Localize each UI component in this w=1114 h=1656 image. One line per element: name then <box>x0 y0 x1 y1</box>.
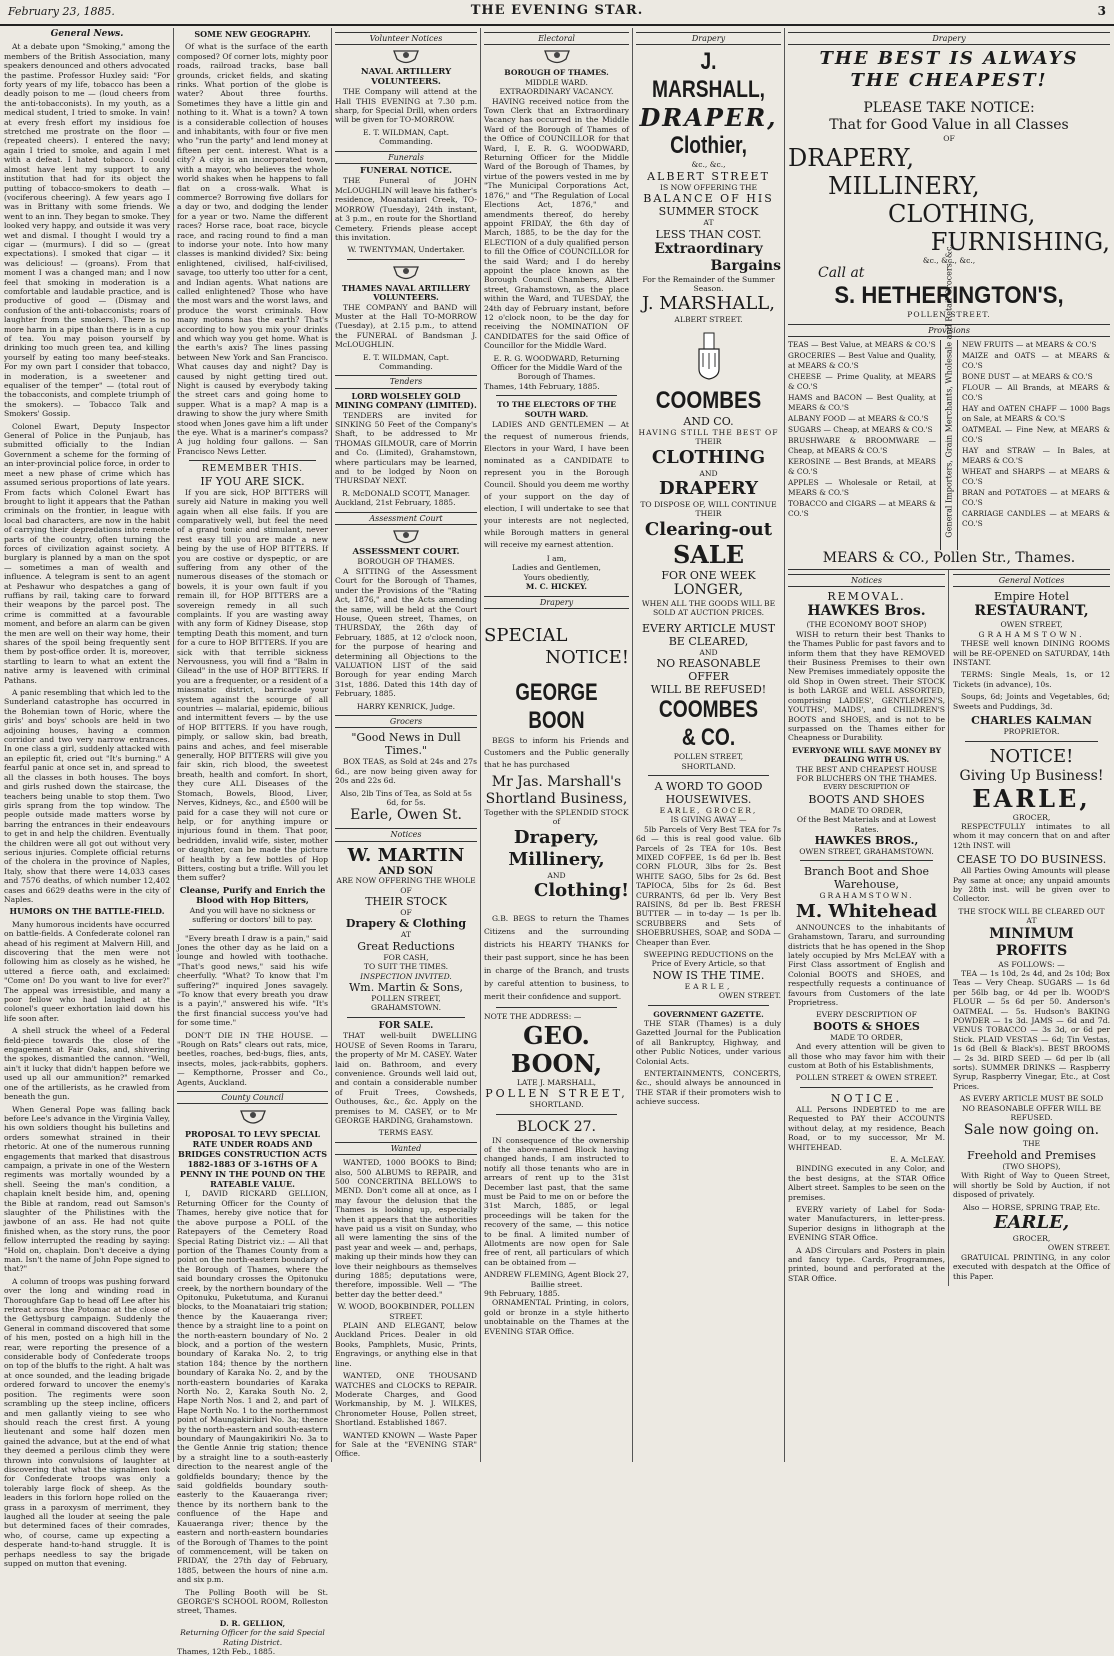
section-bar: Volunteer Notices <box>335 32 477 45</box>
notice-heading: FOR SALE. <box>378 1020 434 1031</box>
ad-line: Giving Up Business! <box>959 767 1104 784</box>
vertical-banner-text: General Importers, Grain Merchants, Wholesale and Retail Grocers, &c. <box>944 244 954 538</box>
notice-closing: Ladies and Gentlemen, <box>512 563 601 573</box>
notice-paragraph: THE STAR (Thames) is a duly Gazetted Journal for the Publication of all Bankruptcy, Highway, and other Public Notices, under various Colonial Acts. <box>636 1019 781 1066</box>
article-paragraph: A shell struck the wheel of a Federal field-piece towards the close of the engagement at Fair Oaks, and, shivering the spokes, dismantled the cannon. "Well, ain't it lucky that didn't happen before we used up all our ammunition?" remarked one of the artillerists, as he crawled from beneath the gun. <box>4 1026 170 1102</box>
ad-line: PROPRIETOR. <box>1003 727 1060 737</box>
notice-signature: E. T. WILDMAN, Capt. Commanding. <box>363 352 449 371</box>
ad-line: DRAPERY, <box>788 143 915 172</box>
ad-headline: W. MARTIN <box>347 844 465 866</box>
provision-item: SUGARS — Cheap, at MEARS & CO.'S <box>788 425 933 435</box>
coat-of-arms-icon <box>391 528 421 546</box>
ad-line: LONGER, <box>673 581 744 598</box>
ad-line: THE STOCK WILL BE CLEARED OUT AT <box>958 906 1105 926</box>
notice-paragraph: PLAIN AND ELEGANT, below Auckland Prices. Dealer in old Books, Pamphlets, Music, Prints, Engravings, or anything else in that line. <box>335 1321 477 1368</box>
notice-paragraph: WANTED KNOWN — Waste Paper for Sale at the "EVENING STAR" Office. <box>335 1430 477 1459</box>
section-bar: General Notices <box>953 574 1110 587</box>
ad-line: &c., &c., &c., <box>922 255 976 265</box>
ad-line: Great Reductions <box>357 939 455 953</box>
divider <box>496 395 617 396</box>
ad-line: CLOTHING <box>651 446 766 468</box>
ad-line: POLLEN STREET. <box>907 310 991 320</box>
ad-line: TO SUIT THE TIMES. <box>363 962 449 972</box>
issue-date: February 23, 1885. <box>8 5 115 18</box>
ad-heading: REMEMBER THIS. <box>201 464 304 475</box>
column-drapery-provisions <box>788 28 1110 1462</box>
notice-paragraph: LADIES AND GENTLEMEN — At the request of numerous friends, Electors in your Ward, I have been nominated as a CANDIDATE to represent you in the Borough Council. Should you deem me worthy of your support on the day of election, I will undertake to see that your interests are not neglected, while Borough matters in general will receive my earnest attention. <box>484 420 629 550</box>
provision-item: TOBACCO and CIGARS — at MEARS & CO.'S <box>788 499 936 519</box>
ad-line: For the Remainder of the Summer Season. <box>642 274 775 294</box>
ad-line: FURNISHING, <box>930 227 1110 256</box>
ad-line: SHORTLAND. <box>529 1100 584 1110</box>
provision-item: CARRIAGE CANDLES — at MEARS & CO.'S <box>962 509 1110 529</box>
provision-item: MAIZE and OATS — at MEARS & CO.'S <box>962 351 1110 371</box>
ad-line: (THE ECONOMY BOOT SHOP) <box>806 620 927 630</box>
notice-paragraph: IN consequence of the ownership of the above-named Block having changed hands, I am instructed to notify all those tenants who are in arrears of rent up to the 31st December last past, that the same must be Paid to me on or before the 31st March, 1885, or legal proceedings will be taken for the recovery of the same, — this notice to be final. A limited number of Allotments are now open for Sale free of rent, all particulars of which can be obtained from — <box>484 1135 629 1267</box>
ad-line: GRAHAMSTOWN. <box>370 1003 442 1013</box>
ad-line: Bargains <box>710 257 781 274</box>
article-heading: SOME NEW GEOGRAPHY. <box>194 29 311 39</box>
ad-line: ALBERT STREET <box>647 169 770 183</box>
notice-heading: NOTICE. <box>830 1091 903 1105</box>
notice-paragraph: THE Company will attend at the Hall THIS EVENING at 7.30 p.m. sharp, for Special Drill, when orders will be given for TO-MORROW. <box>335 87 477 125</box>
notice-date: Thames, 12th Feb., 1885. <box>177 1646 276 1656</box>
ad-line: BOOTS AND SHOES <box>808 792 925 806</box>
vertical-banner <box>940 244 958 550</box>
ad-line: Wm. Martin & Sons, <box>348 981 463 995</box>
ad-line: IS NOW OFFERING THE <box>659 182 758 192</box>
ad-paragraph: All Parties Owing Amounts will please Pay same at once; any unpaid amounts by 28th inst. will be given over to Collector. <box>953 866 1110 904</box>
ad-line: ARE NOW OFFERING THE WHOLE OF <box>336 876 476 895</box>
ad-line: GRAHAMSTOWN. <box>978 629 1085 639</box>
notice-signature: E. A. McLEAY. <box>890 1154 945 1164</box>
article-paragraph: Of what is the surface of the earth composed? Of corner lots, mighty poor roads, railroad tracks, base ball grounds, cricket fields, and skating rinks. What portion of the globe is water? About three fourths. Sometimes they have a little gin and nothing to it. What is a town? A town is a considerable collection of houses and inhabitants, with four or five men who "run the party" and lend money at fifteen per cent. interest. What is a city? A city is an incorporated town, with a mayor, who believes the whole world shakes when he happens to fall flat on a cross-walk. What is commerce? Borrowing five dollars for a day or two, and dodging the lender for a year or two. Name the different races? Horse race, boat race, bicycle race, and racing round to find a man to indorse your note. Into how many classes is mankind divided? Six: being enlightened, civilised, half-civilised, savage, too utterly too utter for a cent, and Indian agents. What nations are called enlightened? Those who have the most wars and the worst laws, and produce the worst criminals. How many motions has the earth? That's according to how you mix your drinks and which way you get home. What is the earth's axis? The lines passing between New York and San Francisco. What causes day and night? Day is caused by night getting tired out. Night is caused by everybody taking the street cars and going home to supper. What is a map? A map is a drawing to show the jury where Smith stood when Jones gave him a lift under the eye. What is a mariner's compass? A jug holding four gallons. — San Francisco News Letter. <box>177 42 328 456</box>
ad-headline: Sale now going on. <box>963 1122 1100 1139</box>
notice-heading: PROPOSAL TO LEVY SPECIAL RATE UNDER ROADS AND BRIDGES CONSTRUCTION ACTS 1882-1883 OF 3-16THS OF A PENNY IN THE POUND ON THE RATEABLE VALUE. <box>177 1129 328 1190</box>
ad-line: TO DISPOSE OF, WILL CONTINUE <box>640 500 777 510</box>
divider <box>496 1007 617 1008</box>
notice-date: Auckland, 21st February, 1885. <box>335 498 456 508</box>
notice-heading: ASSESSMENT COURT. <box>352 547 460 558</box>
ad-line: (TWO SHOPS), <box>1002 1161 1061 1171</box>
ad-line: AND CO. <box>683 414 734 428</box>
column-rule <box>173 28 174 1462</box>
ad-line: CLOTHING, <box>888 199 1036 228</box>
ad-slogan: Cleanse, Purify and Enrich the Blood with Hop Bitters, <box>179 885 326 906</box>
notice-paragraph: I, DAVID RICKARD GELLION, Returning Officer for the County of Thames, hereby give notice that for the above purpose a POLL of the Ratepayers of the Cemetery Road Special Rating District viz.: — All that portion of the Thames County from a point on the north-eastern boundary of the Borough of Thames, where the said boundary crosses the Opitonuku creek, by the northern boundary of the Opitonuku, Puketutuma, and Kuranui blocks, to the Moanataiari trig station; thence by the Kauaeranga river; thence by a straight line to a point on the north-eastern boundary of No. 2 block, and a portion of the western boundary of Karaka No. 2, to trig station 184; thence by the northern boundary of Karaka No. 2, and by the north-eastern boundaries of Karaka North No. 2, Karaka South No. 2, Hape North Nos. 1 and 2, and part of Hape North No. 1 to the northernmost point of Maungakirikiri No. 3a; thence by the north-eastern and south-eastern boundary of Maungakirikiri No. 3a to the Gentle Annie trig station; thence by a straight line to a south-easterly direction to the nearest angle of the goldfields boundary; thence by the said goldfields boundary south-easterly to the Kauaeranga river; thence by its northern bank to the confluence of the Hape and Kauaeranga river; thence by the eastern and north-eastern boundaries of the Borough of Thames to the point of commencement, will be taken on FRIDAY, the 27th day of February, 1885, between the hours of nine a.m. and six p.m. <box>177 1189 328 1585</box>
notices-subcolumn <box>788 570 949 1286</box>
ad-headline: GEO. BOON, <box>510 1020 603 1078</box>
ad-line: AS EVERY ARTICLE MUST BE SOLD NO REASONABLE OFFER WILL BE REFUSED. <box>959 1094 1104 1123</box>
provisions-right-list <box>962 340 1110 550</box>
ad-paragraph: GRATUICAL PRINTING, in any color executed with despatch at the Office of this Paper. <box>953 1252 1110 1281</box>
provision-item: CHEESE — Prime Quality, at MEARS & CO.'S <box>788 372 936 392</box>
notice-heading: THAMES NAVAL ARTILLERY VOLUNTEERS. <box>341 282 471 303</box>
ad-line: Together with the SPLENDID STOCK of <box>484 808 629 827</box>
lower-notices <box>788 570 1110 1286</box>
ad-line: ALBERT STREET. <box>674 315 743 325</box>
notice-paragraph: THE Funeral of JOHN McLOUGHLIN will leave his father's residence, Moanataiari Creek, TO-MORROW (Tuesday), 24th instant, at 3 p.m., en route for the Shortland Cemetery. Friends please accept this invitation. <box>335 176 477 242</box>
ad-line: MADE TO ORDER, <box>830 1032 903 1042</box>
column-notices <box>335 28 477 1462</box>
ad-paragraph: BOX TEAS, as Sold at 24s and 27s 6d., are now being given away for 20s and 22s 6d. <box>335 757 477 786</box>
notice-subheading: MIDDLE WARD. <box>525 77 588 87</box>
ad-line: THEIR <box>695 509 722 519</box>
ad-line: EVERY ARTICLE MUST BE CLEARED, <box>641 621 776 648</box>
ad-paragraph: TEA — 1s 10d, 2s 4d, and 2s 10d; Box Teas — Very Cheap. SUGARS — 1s 6d per 56lb bag, or 4d per lb. WOOD'S FLOUR — 5s 6d per 50. Anderson's OATMEAL — 5s. Hudson's BAKING POWDER — 1s 3d. JAMS — 6d and 7d. VENUS TOBACCO — 3s 3d, or 6d per Stick. PLAID VESTAS — 6d; Tin Vestas, 1s 6d (Bell & Black's). BEST BROOMS — 2s 3d. BIRD SEED — 6d per lb (all sorts). SUMMER DRINKS — Raspberry Syrup, Raspberry Vinegar, Etc., at Cost Prices. <box>953 968 1110 1091</box>
ad-paragraph: 5lb Parcels of Very Best TEA for 7s 6d — this is real good value. 6lb Parcels of 2s TEA for 10s. Best MIXED COFFEE, 1s 6d per lb. Best CORN FLOUR, 3lbs for 2s. Best WHITE SAGO, 5lbs for 2s 6d. Best TAPIOCA, 5lbs for 2s 6d. Best CURRANTS, 6d per lb. Very Best RAISINS, 8d per lb. Best FRESH BUTTER — in to-day — 1s per lb. SCRUBBERS and Sets of SHOEBRUSHES, SOAP, and SODA — Cheaper than Ever. <box>636 824 781 947</box>
divider <box>648 1005 769 1006</box>
ad-headline: Clothier, <box>670 132 747 160</box>
ad-line: AND <box>547 870 566 880</box>
ad-line: MADE TO ORDER, <box>830 805 903 815</box>
divider <box>189 460 316 461</box>
ad-line: SWEEPING REDUCTIONS on the Price of Every Article, so that <box>643 950 774 969</box>
notice-subheading: BOROUGH OF THAMES. <box>357 557 455 567</box>
ad-line: NOTE THE ADDRESS: — <box>484 1012 582 1022</box>
ad-line: THEIR <box>695 437 722 447</box>
ad-headline: THE CHEAPEST! <box>850 70 1048 92</box>
column-rule <box>480 28 481 1462</box>
notice-signature: D. R. GELLION, <box>219 1618 286 1628</box>
divider <box>496 1114 617 1115</box>
ad-line: That for Good Value in all Classes <box>829 117 1069 134</box>
provision-item: WHEAT and SHARPS — at MEARS & CO.'S <box>962 467 1110 487</box>
ad-line: PLEASE TAKE NOTICE: <box>863 100 1035 117</box>
ad-headline: Earle, Owen St. <box>350 807 462 824</box>
ad-line: WHEN ALL THE GOODS WILL BE SOLD AT AUCTION PRICES. <box>641 598 776 618</box>
ad-line: OF <box>943 134 955 144</box>
ad-headline: RESTAURANT, <box>974 603 1089 620</box>
ad-headline: MEARS & CO., Pollen Str., Thames. <box>788 550 1110 570</box>
notice-paragraph: THAT well-built DWELLING HOUSE of Seven Rooms in Tararu, the property of Mr M. CASEY. Water laid on. Bathroom, and every convenience. Grounds well laid out, and contain a considerable number of Fruit Trees, Cowsheds, Outhouses, &c., &c. Apply on the premises to M. CASEY, or to Mr GEORGE HARDING, Grahamstown. <box>335 1031 477 1125</box>
ad-line: EVERY DESCRIPTION OF <box>823 783 910 792</box>
general-notices-subcolumn <box>953 570 1110 1286</box>
notice-paragraph: ALL Persons INDEBTED to me are Requested to PAY their ACCOUNTS without delay, at my residence, Beach Road, or to my successor, Mr M. WHITEHEAD. <box>788 1104 945 1152</box>
ad-line: Drapery, <box>513 826 600 848</box>
notice-heading: FUNERAL NOTICE. <box>360 166 452 177</box>
ad-headline: DRAPER, <box>639 103 778 133</box>
ad-heading: IF YOU ARE SICK. <box>200 474 305 488</box>
ad-paragraph: RESPECTFULLY intimates to all whom it may concern that on and after 12th INST. will <box>953 821 1110 850</box>
ad-line: Extraordinary <box>654 240 763 257</box>
ad-line: SALE <box>672 539 745 569</box>
ad-line: HAWKES BROS., <box>814 833 919 847</box>
ad-line: BALANCE OF HIS <box>643 192 774 206</box>
ad-headline: EARLE, <box>993 1211 1070 1233</box>
ad-headline: HAWKES Bros. <box>807 603 926 620</box>
ad-headline: REMOVAL. <box>827 590 906 604</box>
coat-of-arms-icon <box>238 1107 268 1127</box>
divider <box>189 929 316 930</box>
provision-item: GROCERIES — Best Value and Quality, at MEARS & CO.'S <box>788 351 936 371</box>
notice-signature: W. TWENTYMAN, Undertaker. <box>347 245 465 255</box>
section-heading: General News. <box>50 29 124 39</box>
ad-line: FOR ONE WEEK <box>661 568 756 582</box>
provision-item: BONE DUST — at MEARS & CO.'S <box>962 372 1093 382</box>
ad-headline: "Good News in Dull Times." <box>351 731 461 758</box>
notice-line: TERMS EASY. <box>378 1128 434 1138</box>
column-general-news <box>4 28 170 1568</box>
ad-line: POLLEN STREET, <box>673 752 744 762</box>
notice-signature: R. McDONALD SCOTT, Manager. <box>341 488 471 498</box>
ad-headline: S. HETHERINGTON'S, <box>834 282 1064 310</box>
section-bar: Drapery <box>788 32 1110 45</box>
notice-signature: M. C. HICKEY. <box>525 582 588 592</box>
ad-headline: COOMBES <box>655 386 762 414</box>
ad-line: Call at <box>818 265 865 282</box>
ad-headline: A WORD TO GOOD HOUSEWIVES. <box>654 779 763 806</box>
ad-paragraph: And every attention will be given to all those who may favor him with their custom at Both of his Establishments, <box>788 1042 945 1071</box>
ad-headline: EARLE, <box>972 783 1091 813</box>
notice-heading: GOVERNMENT GAZETTE. <box>653 1009 764 1019</box>
article-paragraph: Many humorous incidents have occurred on battle-fields. A Confederate colonel ran ahead of his regiment at Malvern Hill, and discovering that the men were not following him as closely as he wished, he uttered a fierce oath, and exclaimed: "Come on! Do you want to live for ever?" The appeal was irresistible, and many a poor fellow who had laughed at the colonel's queer exhortation laid down his life soon after. <box>4 919 170 1023</box>
ad-line: LATE J. MARSHALL, <box>516 1077 597 1087</box>
ad-headline: NOTICE! <box>989 745 1074 767</box>
notice-paragraph: The Polling Booth will be St. GEORGE'S SCHOOL ROOM, Rolleston street, Thames. <box>177 1587 328 1616</box>
ad-paragraph: If you are sick, HOP BITTERS will surely aid Nature in making you well again when all else fails. If you are comparatively well, but feel the need of a grand tonic and stimulant, never rest easy till you are made a new being by the use of HOP BITTERS. If you are costive or dyspeptic, or are suffering from any other of the numerous diseases of the stomach or bowels, it is your own fault if you remain ill, for HOP BITTERS are a sovereign remedy in all such complaints. If you are wasting away with any form of Kidney Disease, stop tempting Death this moment, and turn for a cure to HOP BITTERS. If you are sick with that terrible sickness Nervousness, you will find a "Balm in Gilead" in the use of HOP BITTERS. If you are a frequenter, or a resident of a miasmatic district, barricade your system against the scourge of all countries — malarial, epidemic, bilious and intermittent fevers — by the use of HOP BITTERS. If you have rough, pimply, or sallow skin, bad breath, pains and aches, and feel miserable generally, HOP BITTERS will give you fair skin, rich blood, the sweetest breath, health and comfort. In short, they cure ALL Diseases of the Stomach, Bowels, Blood, Liver, Nerves, Kidneys, &c., and £500 will be paid for a case they will not cure or help, or for anything impure or injurious found in them. That poor, bedridden, invalid wife, sister, mother or daughter, can be made the picture of health by a few bottles of Hop Bitters, costing but a trifle. Will you let them suffer? <box>177 487 328 883</box>
notice-paragraph: A ADS Circulars and Posters in plain and fancy type. Cards, Programmes, printed, bound and perforated at the STAR Office. <box>788 1245 945 1283</box>
article-paragraph: Colonel Ewart, Deputy Inspector General of Police in the Punjaub, has submitted officially to the Indian Government a scheme for the forming of an inter-provincial police force, in order to meet a new phase of crime which has assumed serious proportions of late years. From facts which Colonel Ewart has brought to light it appears that the Pathan criminals on the frontier, in league with local bad characters, are now in the habit of carrying their depredations into remote parts of the country, often turning the forces of civilization against society. A burglary is planned by a man on the spot — sometimes a man of wealth and influence. A telegram is sent to an agent at Peshawur who despatches a gang of ruffians by rail, taking care to forward their weapons by the parcel post. The crime is committed at a favourable moment, and before an alarm can be given the men are well on their way home, their shares of the spoil being frequently sent them by post-office order. It is, moreover, startling to learn to what an extent the native army is leavened with criminal Pathans. <box>4 421 170 685</box>
notice-date: Thames, 14th February, 1885. <box>484 381 600 391</box>
notice-signature: ANDREW FLEMING, Agent Block 27, Baillie street. <box>484 1270 629 1289</box>
section-bar: Wanted <box>335 1142 477 1155</box>
masthead <box>0 0 1114 26</box>
ad-line: INSPECTION INVITED. <box>360 971 452 981</box>
ad-headline: NOTICE! <box>545 647 629 669</box>
ad-line: NOW IS THE TIME. <box>652 968 765 982</box>
ad-line: FOR CASH, <box>383 952 429 962</box>
provisions-left-list <box>788 340 936 550</box>
section-bar: Tenders <box>335 375 477 388</box>
provision-item: HAMS and BACON — Best Quality, at MEARS & CO.'S <box>788 393 936 413</box>
ad-paragraph: ANNOUNCES to the inhabitants of Grahamstown, Tararu, and surrounding districts that he has opened in the Shop lately occupied by Mrs McLEAY with a First Class assortment of English and Colonial BOOTS and SHOES, and respectfully requests a continuance of favours from Customers of the late Proprietress. <box>788 922 945 1008</box>
divider <box>347 1017 465 1018</box>
ad-line: CHARLES KALMAN <box>971 714 1092 728</box>
ad-line: DRAPERY <box>658 478 759 500</box>
article-paragraph: A column of troops was pushing forward over the long and winding road in Thoroughfare Gap to head off Lee after his retreat across the Potomac at the close of the Gettysburg campaign. Suddenly the General in command discovered that some of his men, posted on a high hill in the rear, were reporting the presence of a considerable body of Confederate troops on top of the bluffs to the right. A halt was at once sounded, and the leading brigade ordered forward to uncover the enemy's position. The regiments were soon scrambling up the steep incline, officers and men gallantly vieing to see who should reach the crest first. A young lieutenant and some half dozen men gained the advance, but at the end of what they deemed a perilous climb they were thrown into convulsions of laughter at discovering that what the signalmen took for Confederate troops was only a tolerably large flock of sheep. As the leaders in this forlorn hope rolled on the grass in a paroxysm of merriment, they laughed all the louder at seeing the pale but determined faces of their comrades, who, of course, came up expecting a desperate hand-to-hand struggle. It is perhaps needless to say the brigade supped on mutton that evening. <box>4 1276 170 1568</box>
notice-paragraph: ENTERTAINMENTS, CONCERTS, &c., should always be announced in THE STAR if their promoters wish to achieve success. <box>636 1069 781 1107</box>
notice-subheading: EXTRAORDINARY VACANCY. <box>499 87 614 97</box>
article-paragraph: DON'T DIE IN THE HOUSE. — "Rough on Rats" clears out rats, mice, beetles, roaches, bed-bugs, flies, ants, insects, moles, jack-rabbits, gophers. — Kempthorne, Prosser and Co., Agents, Auckland. <box>177 1030 328 1087</box>
section-bar: Drapery <box>484 596 629 609</box>
ad-headline: Empire Hotel <box>994 590 1069 604</box>
ad-line: EARLE, GROCER, <box>659 805 758 815</box>
ad-line: MILLINERY, <box>828 171 980 200</box>
notice-heading: TO THE ELECTORS OF THE SOUTH WARD. <box>496 400 617 419</box>
notice-paragraph: HAVING received notice from the Town Clerk that an Extraordinary Vacancy has occurred in the Middle Ward of the Borough of Thames of the Office of COUNCILLOR for that Ward, I, E. R. G. WOODWARD, Returning Officer for the Middle Ward of the Borough of Thames, by virtue of the powers vested in me by "The Municipal Corporations Act, 1876," and "The Regulation of Local Elections Act, 1876," and amendments thereof, do hereby appoint FRIDAY, the 6th day of March, 1885, to be the day for the ELECTION of a duly qualified person to fill the Office of COUNCILLOR for the said Ward; and I do hereby appoint the place known as the Borough Council Chambers, Albert street, Grahamstown, as the place within the Ward, and TUESDAY, the 24th day of February instant, before 12 o'clock noon, to be the day for receiving the NOMINATION OF CANDIDATES for the said Office of Councillor for the Middle Ward. <box>484 96 629 351</box>
notice-signature: E. R. G. WOODWARD, Returning Officer for the Middle Ward of the Borough of Thames. <box>490 353 623 382</box>
ad-paragraph: Also, 2lb Tins of Tea, as Sold at 5s 6d, for 5s. <box>340 788 472 807</box>
ad-paragraph: BEGS to inform his Friends and Customers and the Public generally that he has purchased <box>484 736 629 770</box>
provision-item: BRUSHWARE & BROOMWARE — Cheap, at MEARS & CO.'S <box>788 436 936 456</box>
ad-line: POLLEN STREET, <box>371 994 441 1004</box>
article-heading: HUMORS ON THE BATTLE-FIELD. <box>9 906 165 917</box>
ad-line: EVERYONE WILL SAVE MONEY BY DEALING WITH US. <box>791 745 942 765</box>
ad-headline: SPECIAL <box>484 625 568 647</box>
ad-paragraph: G.B. BEGS to return the Thames Citizens and the surrounding districts his HEARTY THANKS for their past support, since he has been in charge of the Branch, and trusts by careful attention to business, to merit their confidence and support. <box>484 914 629 1002</box>
notice-paragraph: THE COMPANY and BAND will Muster at the Hall TO-MORROW (Tuesday), at 2.15 p.m., to attend the FUNERAL of Bandsman J. McLOUGHLIN. <box>335 302 477 350</box>
ad-line: POLLEN STREET, <box>485 1087 628 1101</box>
ad-line: OWEN STREET, GRAHAMSTOWN. <box>799 846 934 856</box>
notice-paragraph: A SITTING of the Assessment Court for the Borough of Thames, under the Provisions of the "Rating Act, 1876," and the Acts amending the same, will be held at the Court House, Queen street, Thames, on THURSDAY, the 26th day of February, 1885, at 12 o'clock noon, for the purpose of hearing and determining all Objections to the VALUATION LIST of the said Borough for year ending March 31st, 1886. Dated this 14th day of February, 1885. <box>335 566 477 699</box>
notice-paragraph: TENDERS are invited for SINKING 50 Feet of the Company's Shaft, to be addressed to Mr THOMAS GILMOUR, care of Morrin and Co. (Limited), Grahamstown, where particulars may be learned, and to be lodged by Noon on THURSDAY NEXT. <box>335 410 477 486</box>
ad-line: OWEN STREET, <box>1000 620 1063 630</box>
coat-of-arms-icon <box>391 264 421 282</box>
ad-line: HAVING STILL THE BEST OF <box>638 427 779 437</box>
ad-line: AT <box>400 930 412 940</box>
notice-paragraph: ORNAMENTAL Printing, in colors, gold or bronze in a style hitherto unobtainable on the Thames at the EVENING STAR Office. <box>484 1298 629 1336</box>
ad-line: Of the Best Materials and at Lowest Rates. <box>796 815 937 834</box>
provision-item: HAY and OATEN CHAFF — 1000 Bags on Sale, at MEARS & CO.'S <box>962 404 1110 424</box>
ad-line: Shortland Business, <box>485 791 628 808</box>
divider <box>800 1087 933 1088</box>
notice-paragraph: WANTED, 1000 BOOKS to Bind; also, 500 ALBUMS to REPAIR, and 500 CONCERTINA BELLOWS to MEND. Don't come all at once, as I may favour the delusion that the Thames is looking up, especially when it appears that the authorities have paid us a visit on Sunday, who all were lamenting the sins of the past year and week — and, perhaps, making up their minds how they can love their neighbours as themselves during 1885; deputations were, therefore, impossible. Well — "The better day the better deed." <box>335 1158 477 1299</box>
ad-line: THEIR STOCK <box>365 895 447 909</box>
notice-heading: BOROUGH OF THAMES. <box>504 68 609 78</box>
ad-line: Mr Jas. Marshall's <box>491 774 622 791</box>
notice-heading: NAVAL ARTILLERY VOLUNTEERS. <box>360 67 452 87</box>
section-bar: Funerals <box>335 151 477 164</box>
divider <box>800 860 933 861</box>
article-paragraph: At a debate upon "Smoking," among the members of the British Association, many speakers denounced and others advocated the pastime. Professor Huxley said: "For forty years of my life, tobacco has been a deadly poison to me — (loud cheers from the anti-tobacconists). In my youth, as a medical student, I tried to smoke. In vain! at every fresh effort my insidious foe stretched me prostrate on the floor — (repeated cheers). I entered the navy; again I tried to smoke, and again I met with a defeat. I hated tobacco. I could almost have lent my support to any institution that had for its object the putting of tobacco-smokers to death — (vociferous cheering). A few years ago I was in Brittany with some friends. We went to an inn. They began to smoke. They looked very happy, and outside it was very wet and dismal. I thought I would try a cigar — (murmurs). I did so — (great expectations). I smoked that cigar — it was delicious! — (groans). From that moment I was a changed man; and I now feel that smoking in moderation is a comfortable and laudable practice, and is productive of good — (Dismay and confusion of the anti-tobacconists; roars of laughter from the smokers). There is no more harm in a pipe than there is in a cup of tea. You may poison yourself by drinking too much green tea, and killing yourself by eating too many beef-steaks. For my own part I consider that tobacco, in moderation, is a sweetener and equaliser of the temper" — (total rout of the tobacconists, and complete triumph of the smokers). — Tobacco Talk and Smokers' Gossip. <box>4 42 170 419</box>
ad-line: EARLE, <box>684 981 733 991</box>
ad-slogan: And you will have no sickness or suffering or doctors' bill to pay. <box>189 905 316 925</box>
ad-headline: Branch Boot and Shoe Warehouse, <box>804 865 929 892</box>
column-geography <box>177 28 328 1656</box>
notice-paragraph: WANTED, ONE THOUSAND WATCHES and CLOCKS to REPAIR. Moderate Charges, and Good Workmanship, by M. J. WILKES, Chronometer House, Pollen street, Shortland. Established 1867. <box>335 1371 477 1428</box>
provision-item: KEROSINE — Best Brands, at MEARS & CO.'S <box>788 457 936 477</box>
provision-item: BRAN and POTATOES — at MEARS & CO.'S <box>962 488 1110 508</box>
divider <box>347 259 465 260</box>
article-paragraph: When General Pope was falling back before Lee's advance in the Virginia Valley, his own soldiers thought his bulletins and orders somewhat strained in their rhetoric. At one of the numerous running engagements that marked that disastrous campaign, a private in one of the Western regiments was mortally wounded by a shell. Seeing the man's condition, a chaplain knelt beside him, and, opening the Bible at random, read out Samson's slaughter of the Philistines with the jawbone of an ass. He had not quite finished when, as the story runs, the poor fellow interrupted the reading by saying: "Hold on, chaplain. Don't deceive a dying man. Isn't the name of John Pope signed to that?" <box>4 1104 170 1274</box>
ad-headline: M. Whitehead <box>795 900 938 922</box>
divider <box>965 741 1098 742</box>
ad-line: AS FOLLOWS: — <box>998 959 1065 969</box>
ad-line: WILL BE REFUSED! <box>650 683 767 697</box>
notice-closing: Yours obediently, <box>523 572 590 582</box>
notice-signature: W. WOOD, BOOKBINDER, POLLEN STREET. <box>337 1302 475 1321</box>
section-bar: Electoral <box>484 32 629 45</box>
notice-paragraph: EVERY variety of Label for Soda-water Manufacturers, in letter-press. Superior designs in lithograph at the EVENING STAR Office. <box>788 1204 945 1243</box>
notice-signature: E. T. WILDMAN, Capt. Commanding. <box>363 127 449 147</box>
ad-paragraph: With Right of Way to Queen Street, will shortly be Sold by Auction, if not disposed of privately. <box>953 1171 1110 1200</box>
ad-paragraph: TERMS: Single Meals, 1s, or 12 Tickets (in advance), 10s. <box>953 670 1110 689</box>
ad-headline: COOMBES & CO. <box>658 696 759 752</box>
ad-headline: THE BEST IS ALWAYS <box>819 48 1079 70</box>
section-bar: County Council <box>177 1091 328 1104</box>
notice-date: 9th February, 1885. <box>484 1289 560 1298</box>
ad-line: NO REASONABLE OFFER <box>656 657 761 684</box>
ad-headline: J. MARSHALL, <box>642 293 775 315</box>
provision-item: APPLES — Wholesale or Retail, at MEARS & CO.'S <box>788 478 936 498</box>
section-bar: Grocers <box>335 715 477 728</box>
ad-line: Also — HORSE, SPRING TRAP, Etc. <box>962 1202 1101 1212</box>
column-rule <box>331 28 332 1462</box>
ad-line: AT <box>703 218 714 228</box>
ad-line: OWEN STREET. <box>1047 1243 1110 1253</box>
ad-line: GROCER, <box>1012 812 1051 822</box>
ad-line: THE <box>1022 1139 1041 1149</box>
ad-paragraph: WISH to return their best Thanks to the Thames Public for past favors and to inform them that they have REMOVED their Business Premises to their own New Premises immediately opposite the old Shop in Owen street. Their STOCK is both LARGE and WELL ASSORTED, comprising LADIES', GENTLEMEN'S, YOUTHS', MAIDS', and CHILDREN'S BOOTS and SHOES, and is not to be surpassed on the Thames either for Cheapness or Durability. <box>788 629 945 743</box>
notice-paragraph: BINDING executed in any Color, and the best designs, at the STAR Office Albert street. Samples to be seen on the premises. <box>788 1164 945 1202</box>
notice-heading: BLOCK 27. <box>517 1118 596 1135</box>
column-electoral <box>484 28 629 1462</box>
provision-item: FLOUR — All Brands, at MEARS & CO.'S <box>962 383 1110 403</box>
ad-line: AND <box>699 647 718 657</box>
provision-item: NEW FRUITS — at MEARS & CO.'S <box>962 340 1097 350</box>
notice-heading: LORD WOLSELEY GOLD MINING COMPANY (LIMITED). <box>335 390 477 411</box>
ad-headline: J. MARSHALL, <box>651 48 766 104</box>
ad-line: AND SON <box>378 865 434 877</box>
section-bar: Provisions <box>788 324 1110 337</box>
notice-signature: Returning Officer for the said Special Rating District. <box>180 1628 325 1647</box>
divider <box>648 775 769 776</box>
coat-of-arms-icon <box>391 48 421 66</box>
ad-line: Millinery, <box>508 848 605 870</box>
column-rule <box>632 28 633 1462</box>
provision-item: TEAS — Best Value, at MEARS & CO.'S <box>788 340 936 350</box>
page-number: 3 <box>1097 4 1106 18</box>
coat-of-arms-icon <box>542 48 572 66</box>
ad-line: Freehold and Premises <box>967 1148 1096 1162</box>
ad-line: Clearing-out <box>644 518 773 540</box>
ad-line: GRAHAMSTOWN. <box>819 891 914 901</box>
section-bar: Notices <box>788 574 945 587</box>
notice-signature: HARRY KENRICK, Judge. <box>356 701 456 711</box>
column-rule <box>784 28 785 1462</box>
ad-line: BOOTS & SHOES <box>813 1019 920 1033</box>
ad-line: GROCER, <box>1012 1233 1051 1243</box>
ad-headline: GEORGE BOON <box>515 679 598 735</box>
provision-item: HAY and STRAW — In Bales, at MEARS & CO.'S <box>962 446 1110 466</box>
ad-paragraph: Soups, 6d; Joints and Vegetables, 6d; Sweets and Puddings, 3d. <box>953 692 1110 711</box>
column-drapery <box>636 28 781 1462</box>
provision-item: ALBANY FOOD — at MEARS & CO.'S <box>788 414 929 424</box>
ad-paragraph: THESE well known DINING ROOMS will be RE-OPENED on SATURDAY, 14th INSTANT. <box>953 639 1110 668</box>
article-paragraph: "Every breath I draw is a pain," said Jones the other day as he laid on a lounge and howled with toothache. "That's good news," said his wife cheerfully. "What? To know that I'm suffering?" inquired Jones savagely. "To know that every breath you draw is a payin'," answered his wife. "It's the first financial success you've had for some time." <box>177 933 328 1028</box>
section-bar: Assessment Court <box>335 512 477 525</box>
section-bar: Drapery <box>636 32 781 45</box>
ad-line: EVERY DESCRIPTION OF <box>816 1010 917 1020</box>
ad-line: SUMMER STOCK <box>658 205 759 219</box>
pointing-hand-icon <box>693 331 725 381</box>
ad-line: THE BEST AND CHEAPEST HOUSE FOR BLUCHERS ON THE THAMES. <box>796 764 937 783</box>
provision-item: OATMEAL — Fine New, at MEARS & CO.'S <box>962 425 1110 445</box>
newspaper-title: THE EVENING STAR. <box>470 3 644 18</box>
ad-line: IS GIVING AWAY — <box>670 815 747 825</box>
ad-line: Clothing! <box>534 880 629 902</box>
ad-line: Drapery & Clothing <box>345 917 467 931</box>
ad-line: LESS THAN COST. <box>655 227 762 241</box>
ad-line: AND <box>699 468 718 478</box>
ad-line: OWEN STREET. <box>718 991 781 1001</box>
ad-line: SHORTLAND. <box>681 761 736 771</box>
ad-line: OF <box>400 908 412 918</box>
article-paragraph: A panic resembling that which led to the Sunderland catastrophe has occurred in the Bohemian town of Horic, where the girls' and boys' schools are held in two adjoining houses, having a common corridor and two very narrow entrances. In one class a girl, suddenly attacked with an epileptic fit, cried out "It's burning." A fearful panic at once set in, and spread to all the classes in both houses. The boys and girls rushed down the staircase, the teachers being unable to stop them. Two girls sprang from the top window. The people outside made matters worse by barring the entrances in their endeavours to get in and help the children. Eventually the children were all got out without very serious injuries. Complete official returns of the cholera in the province of Naples, Italy, show that there were 14,033 cases and 7576 deaths, of which number 12,402 cases and 6629 deaths were in the city of Naples. <box>4 688 170 904</box>
section-bar: Notices <box>335 828 477 841</box>
ad-headline: MINIMUM PROFITS <box>989 925 1074 959</box>
notice-closing: I am, <box>546 554 567 564</box>
ad-line: CEASE TO DO BUSINESS. <box>956 853 1107 867</box>
ad-line: POLLEN STREET & OWEN STREET. <box>795 1073 938 1083</box>
ad-line: &c., &c., <box>691 160 726 170</box>
